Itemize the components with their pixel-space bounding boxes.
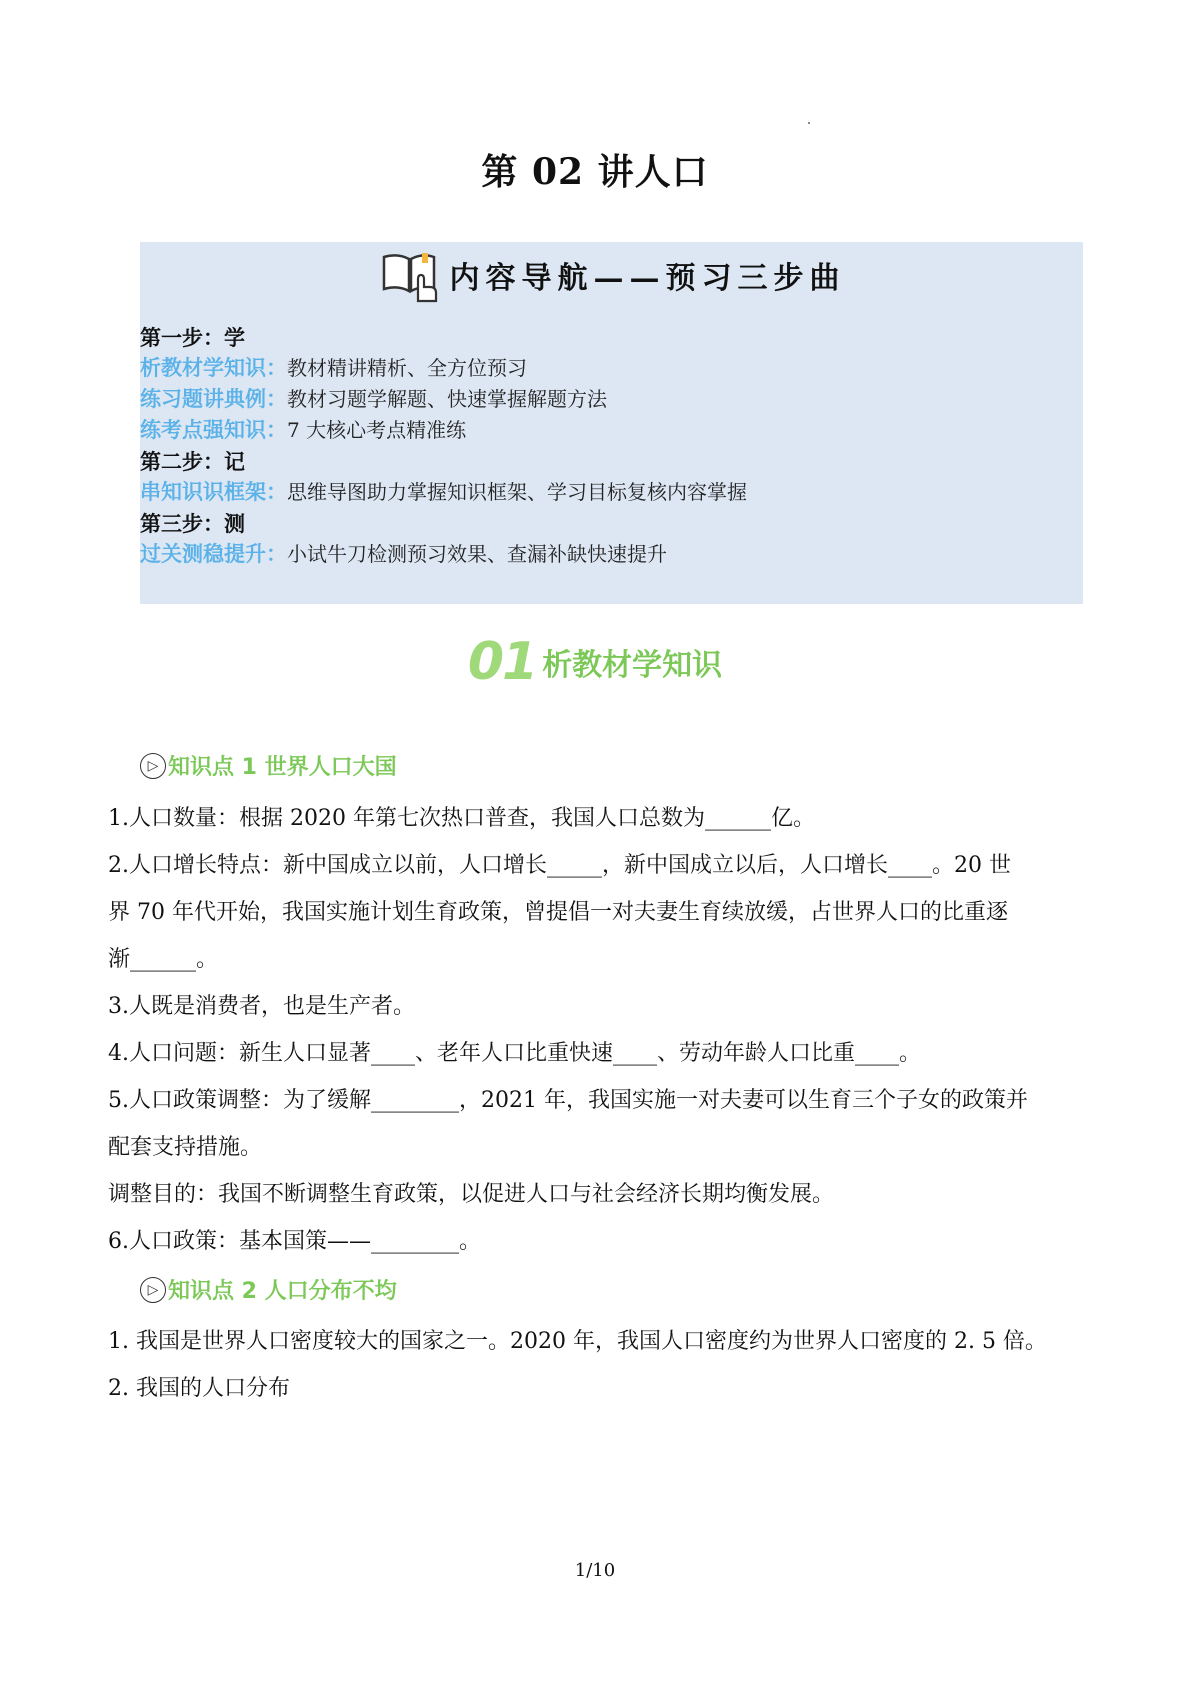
nav-header-label: 内容导航——预习三步曲 <box>449 261 846 296</box>
text-line: 2.人口增长特点：新中国成立以前，人口增长_____，新中国成立以后，人口增长____。20 世 <box>108 853 1011 878</box>
nav-item-value: 小试牛刀检测预习效果、查漏补缺快速提升 <box>287 542 667 566</box>
knowledge-point-label: 知识点 1 世界人口大国 <box>168 755 397 780</box>
section-title: 析教材学知识 <box>542 648 723 683</box>
nav-item-value: 教材精讲精析、全方位预习 <box>287 356 527 380</box>
nav-header <box>140 242 1083 308</box>
text-line: 3.人既是消费者，也是生产者。 <box>108 994 415 1019</box>
arrow-circle-icon: ▷ <box>140 1277 166 1303</box>
nav-item-key: 练考点强知识： <box>140 418 287 442</box>
knowledge-point-1-heading <box>140 750 397 781</box>
text-line: 1. 我国是世界人口密度较大的国家之一。2020 年，我国人口密度约为世界人口密度的 2. 5 倍。 <box>108 1329 1047 1354</box>
nav-item <box>140 477 747 508</box>
nav-item <box>140 539 747 570</box>
arrow-circle-icon: ▷ <box>140 753 166 779</box>
text-line: 调整目的：我国不断调整生育政策，以促进人口与社会经济长期均衡发展。 <box>108 1182 835 1207</box>
text-line: 渐______。 <box>108 947 219 972</box>
text-line: 6.人口政策：基本国策——________。 <box>108 1229 481 1254</box>
knowledge-point-1-body <box>108 795 1084 1265</box>
nav-item-key: 串知识识框架： <box>140 480 287 504</box>
page-number: 1/10 <box>574 1560 616 1581</box>
section-number: 01 <box>467 632 537 692</box>
page-title: 第 02 讲人口 <box>481 151 709 193</box>
nav-step-3: 第三步：测 <box>140 511 245 536</box>
nav-item <box>140 353 747 384</box>
knowledge-point-label: 知识点 2 人口分布不均 <box>168 1279 397 1304</box>
book-pointer-icon <box>378 245 444 305</box>
nav-step-2: 第二步：记 <box>140 449 245 474</box>
text-line: 2. 我国的人口分布 <box>108 1376 290 1401</box>
nav-item <box>140 415 747 446</box>
content-navigation-box <box>140 242 1083 604</box>
section-heading <box>0 632 1190 692</box>
nav-item-value: 7 大核心考点精准练 <box>287 418 467 442</box>
text-line: 5.人口政策调整：为了缓解________，2021 年，我国实施一对夫妻可以生育三个子女的政策并 <box>108 1088 1028 1113</box>
nav-step-1: 第一步：学 <box>140 325 245 350</box>
nav-item-value: 思维导图助力掌握知识框架、学习目标复核内容掌握 <box>287 480 747 504</box>
nav-item-value: 教材习题学解题、快速掌握解题方法 <box>287 387 607 411</box>
knowledge-point-2-body <box>108 1318 1084 1412</box>
text-line: 界 70 年代开始，我国实施计划生育政策，曾提倡一对夫妻生育续放缓，占世界人口的比重逐 <box>108 900 1008 925</box>
text-line: 配套支持措施。 <box>108 1135 263 1160</box>
nav-item-key: 练习题讲典例： <box>140 387 287 411</box>
text-line: 1.人口数量：根据 2020 年第七次热口普查，我国人口总数为______亿。 <box>108 806 815 831</box>
text-line: 4.人口问题：新生人口显著____、老年人口比重快速____、劳动年龄人口比重____。 <box>108 1041 921 1066</box>
knowledge-point-2-heading <box>140 1274 397 1305</box>
nav-item-key: 析教材学知识： <box>140 356 287 380</box>
nav-item <box>140 384 747 415</box>
stray-dot <box>808 122 810 124</box>
nav-item-key: 过关测稳提升： <box>140 542 287 566</box>
nav-list <box>140 322 747 570</box>
